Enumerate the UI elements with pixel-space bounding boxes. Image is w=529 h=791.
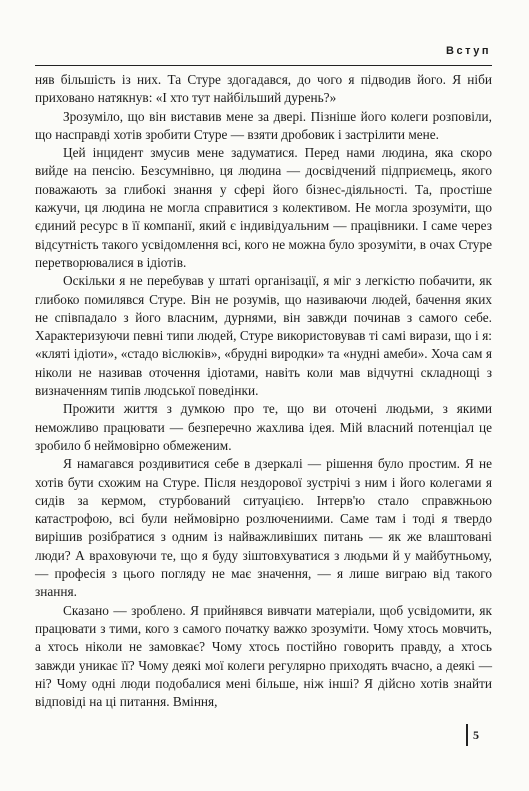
header-rule [35, 65, 492, 66]
paragraph: Прожити життя з думкою про те, що ви оточені людьми, з якими неможливо працювати — безперечно жахлива ідея. Мій власний потенціал це зробило б неймовірно обмеженим. [35, 401, 492, 453]
body-text [35, 71, 492, 711]
paragraph: Я намагався роздивитися себе в дзеркалі — рішення було простим. Я не хотів бути схожим на Стуре. Після нездорової зустрічі з ним і його колегами я сидів за кермом, стурбований ситуацією. Інтерв'ю стало справжньою катастрофою, всі були неймовірно розлючениими. Саме там і тоді я твердо вирішив розібратися з одним із найважливіших питань — як же влаштовані люди? А враховуючи те, що я буду зіштовхуватися з людьми й у майбутньому, — професія з цього погляду не має значення, — я лише виграю від такого знання. [35, 456, 492, 600]
running-header: Вступ [446, 45, 491, 57]
paragraph: Оскільки я не перебував у штаті організації, я міг з легкістю побачити, як глибоко помилявся Стуре. Він не розумів, що називаючи людей, бачення яких не співпадало з його власним, дурнями, він завжди починав з самого себе. Характеризуючи певні типи людей, Стуре використовував ті самі вирази, що і я: «кляті ідіоти», «стадо віслюків», «брудні виродки» та «нудні амеби». Хоча сам я ніколи не називав оточення ідіотами, навіть коли мав відчутні складнощі з визначенням типів людської поведінки. [35, 273, 492, 399]
paragraph: Зрозуміло, що він виставив мене за двері. Пізніше його колеги розповіли, що насправді хотів зробити Стуре — взяти дробовик і застрілити мене. [35, 108, 492, 142]
paragraph: Цей інцидент змусив мене задуматися. Перед нами людина, яка скоро вийде на пенсію. Безсумнівно, ця людина — досвідчений підприємець, якого поважають за глибокі знання у сфері його бізнес-діяльності. Та, простіше кажучи, ця людина не могла справитися з колективом. Не могла зрозуміти, що єдиний ресурс в її компанії, який є індивідуальним — працівники. І саме через відсутність такого усвідомлення всі, кого не можна було зрозуміти, в очах Стуре перетворювалися в ідіотів. [35, 145, 492, 270]
page-number: 5 [473, 728, 479, 742]
page-number-rule [466, 724, 468, 746]
paragraph: няв більшість із них. Та Стуре здогадався, до чого я підводив його. Я ніби приховано натякнув: «І хто тут найбільший дурень?» [35, 72, 492, 106]
paragraph: Сказано — зроблено. Я прийнявся вивчати матеріали, щоб усвідомити, як працювати з тими, кого з самого початку важко зрозуміти. Чому хтось мовчить, а хтось ніколи не замовкає? Чому хтось постійно говорить правду, а хтось завжди уникає її? Чому деякі мої колеги регулярно приходять вчасно, а деякі — ні? Чому одні люди подобалися мені більше, ніж інші? Я дійсно хотів знайти відповіді на ці питання. Вміння, [35, 602, 492, 710]
